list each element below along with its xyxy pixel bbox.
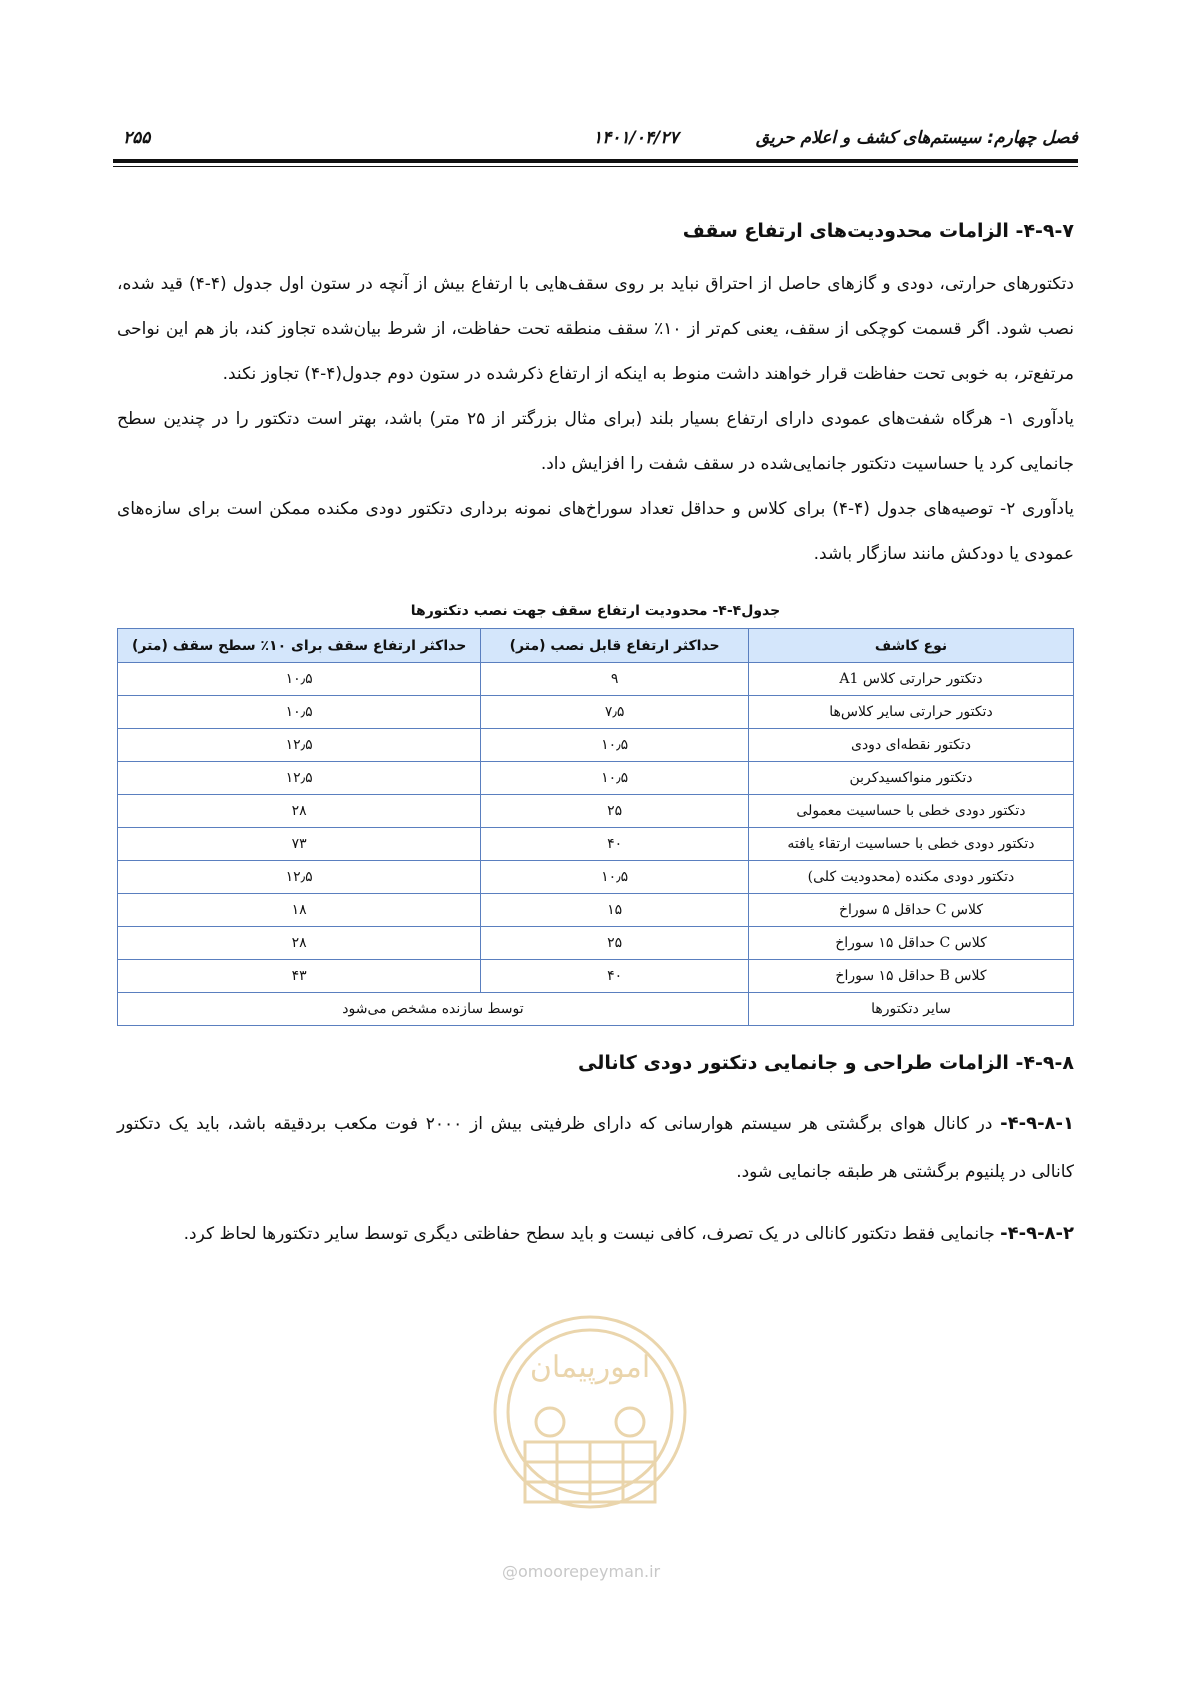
ceiling-height-table: [117, 628, 1074, 1026]
main-content: [117, 190, 1074, 1258]
cell-manufacturer-note: توسط سازنده مشخص می‌شود: [118, 993, 749, 1026]
table-row: [118, 894, 1074, 927]
cell-max-height: ۱۰٫۵: [481, 861, 749, 894]
table-body: [118, 663, 1074, 1026]
cell-max-ceiling: ۱۲٫۵: [118, 729, 481, 762]
cell-detector-type: دتکتور حرارتی کلاس A1: [748, 663, 1073, 696]
table-row: [118, 729, 1074, 762]
subsection-2-text: جانمایی فقط دتکتور کانالی در یک تصرف، کافی نیست و باید سطح حفاظتی دیگری توسط سایر دتکتورها لحاظ کرد.: [183, 1224, 1001, 1244]
cell-detector-type: کلاس C حداقل ۱۵ سوراخ: [748, 927, 1073, 960]
watermark-logo: [485, 1292, 695, 1542]
cell-detector-type: دتکتور منواکسیدکربن: [748, 762, 1073, 795]
section-heading-8: ۴-۹-۸- الزامات طراحی و جانمایی دتکتور دودی کانالی: [578, 1052, 1074, 1074]
cell-detector-type: دتکتور حرارتی سایر کلاس‌ها: [748, 696, 1073, 729]
cell-max-ceiling: ۲۸: [118, 795, 481, 828]
table-caption: جدول۴-۴- محدودیت ارتفاع سقف جهت نصب دتکتورها: [410, 603, 781, 619]
cell-max-height: ۱۰٫۵: [481, 762, 749, 795]
cell-max-height: ۹: [481, 663, 749, 696]
cell-max-height: ۲۵: [481, 927, 749, 960]
cell-detector-type: دتکتور دودی مکنده (محدودیت کلی): [748, 861, 1073, 894]
watermark-logo-text: امورپیمان: [529, 1350, 651, 1385]
table-row: [118, 762, 1074, 795]
table-row: [118, 828, 1074, 861]
subsection-2: [117, 1210, 1074, 1258]
cell-detector-type: دتکتور نقطه‌ای دودی: [748, 729, 1073, 762]
cell-detector-type: سایر دتکتورها: [748, 993, 1073, 1026]
cell-max-ceiling: ۱۰٫۵: [118, 696, 481, 729]
table-row: [118, 861, 1074, 894]
cell-max-ceiling: ۱۰٫۵: [118, 663, 481, 696]
cell-max-height: ۱۰٫۵: [481, 729, 749, 762]
cell-max-height: ۲۵: [481, 795, 749, 828]
col-header-max-ceiling: حداکثر ارتفاع سقف برای ۱۰٪ سطح سقف (متر): [118, 629, 481, 663]
cell-max-ceiling: ۲۸: [118, 927, 481, 960]
col-header-max-height: حداکثر ارتفاع قابل نصب (متر): [481, 629, 749, 663]
cell-detector-type: کلاس C حداقل ۵ سوراخ: [748, 894, 1073, 927]
table-row: [118, 696, 1074, 729]
subsection-1: [117, 1100, 1074, 1196]
header-rule: [113, 159, 1078, 163]
section-7-paragraph: دتکتورهای حرارتی، دودی و گازهای حاصل از احتراق نباید بر روی سقف‌هایی با ارتفاع بیش از آنچه در ستون اول جدول (۴-۴) قید شده، نصب شود. اگر قسمت کوچکی از سقف، یعنی کم‌تر از ۱۰٪ سقف منطقه تحت حفاظت، از شرط بیان‌شده تجاوز کند، باز هم این نواحی مرتفع‌تر، به خوبی تحت حفاظت قرار خواهند داشت منوط به اینکه از ارتفاع ذکرشده در ستون دوم جدول(۴-۴) تجاوز نکند.: [117, 274, 1075, 384]
header-rule-thin: [113, 166, 1078, 167]
header-date: ۱۴۰۱/۰۴/۲۷: [593, 128, 679, 148]
cell-detector-type: دتکتور دودی خطی با حساسیت معمولی: [748, 795, 1073, 828]
cell-max-height: ۴۰: [481, 828, 749, 861]
running-header: [115, 126, 1078, 158]
watermark-site: @omoorepeyman.ir: [502, 1562, 661, 1581]
table-header-row: [118, 629, 1074, 663]
col-header-type: نوع کاشف: [748, 629, 1073, 663]
cell-max-ceiling: ۱۲٫۵: [118, 861, 481, 894]
cell-max-ceiling: ۷۳: [118, 828, 481, 861]
table-row: [118, 960, 1074, 993]
page-number: ۲۵۵: [123, 128, 151, 148]
subsection-1-text: در کانال هوای برگشتی هر سیستم هوارسانی که دارای ظرفیتی بیش از ۲۰۰۰ فوت مکعب بردقیقه باشد، باید یک دتکتور کانالی در پلنیوم برگشتی هر طبقه جانمایی شود.: [117, 1114, 1074, 1182]
cell-max-height: ۱۵: [481, 894, 749, 927]
cell-max-height: ۷٫۵: [481, 696, 749, 729]
subsection-1-number: ۴-۹-۸-۱-: [1000, 1113, 1074, 1134]
cell-detector-type: دتکتور دودی خطی با حساسیت ارتقاء یافته: [748, 828, 1073, 861]
cell-max-ceiling: ۱۸: [118, 894, 481, 927]
table-row: [118, 795, 1074, 828]
cell-detector-type: کلاس B حداقل ۱۵ سوراخ: [748, 960, 1073, 993]
cell-max-ceiling: ۱۲٫۵: [118, 762, 481, 795]
chapter-title: فصل چهارم: سیستم‌های کشف و اعلام حریق: [755, 128, 1078, 148]
section-heading-7: ۴-۹-۷- الزامات محدودیت‌های ارتفاع سقف: [682, 220, 1074, 242]
note-2: یادآوری ۲- توصیه‌های جدول (۴-۴) برای کلاس و حداقل تعداد سوراخ‌های نمونه برداری دتکتور دودی مکنده ممکن است برای سازه‌های عمودی یا دودکش مانند سازگار باشد.: [117, 499, 1074, 564]
table-row-other: [118, 993, 1074, 1026]
subsection-2-number: ۴-۹-۸-۲-: [1000, 1223, 1074, 1244]
note-1: یادآوری ۱- هرگاه شفت‌های عمودی دارای ارتفاع بسیار بلند (برای مثال بزرگتر از ۲۵ متر) باشد، بهتر است دتکتور را در چندین سطح جانمایی کرد یا حساسیت دتکتور جانمایی‌شده در سقف شفت را افزایش داد.: [117, 409, 1074, 474]
cell-max-height: ۴۰: [481, 960, 749, 993]
cell-max-ceiling: ۴۳: [118, 960, 481, 993]
table-row: [118, 663, 1074, 696]
table-row: [118, 927, 1074, 960]
